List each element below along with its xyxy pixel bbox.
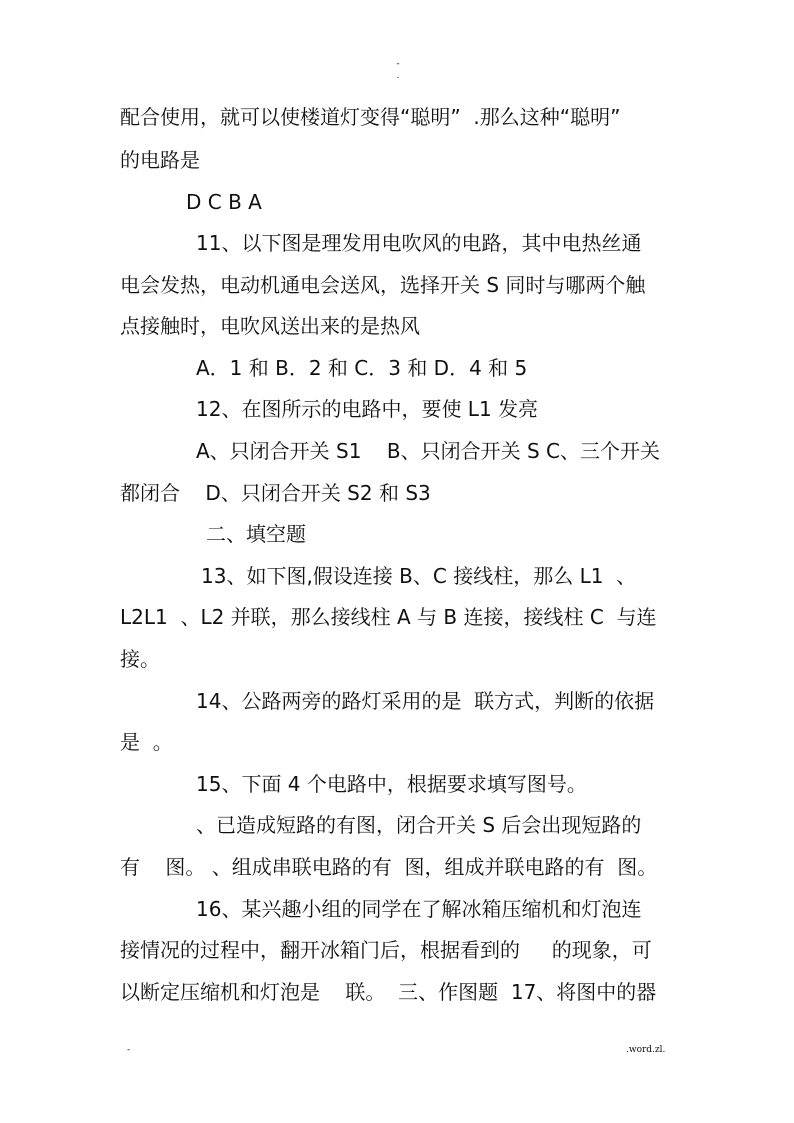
text-line: 以断定压缩机和灯泡是 联。 三、作图题 17、将图中的器 bbox=[120, 980, 657, 1004]
question-16: 16、某兴趣小组的同学在了解冰箱压缩机和灯泡连 bbox=[196, 897, 642, 921]
question-14: 14、公路两旁的路灯采用的是 联方式，判断的依据 bbox=[196, 689, 655, 713]
text-line: 有 图。 、组成串联电路的有 图，组成并联电路的有 图。 bbox=[120, 855, 658, 879]
text-line: 接。 bbox=[120, 647, 160, 671]
footer-left-mark: - bbox=[127, 1045, 131, 1055]
text-line: 电会发热，电动机通电会送风，选择开关 S 同时与哪两个触 bbox=[120, 273, 646, 297]
question-11-options: A．1 和 B．2 和 C．3 和 D．4 和 5 bbox=[196, 356, 528, 380]
text-line: 点接触时，电吹风送出来的是热风 bbox=[120, 314, 420, 338]
text-line: L2L1 、L2 并联，那么接线柱 A 与 B 连接，接线柱 C 与连 bbox=[120, 605, 657, 629]
text-line: 配合使用，就可以使楼道灯变得“聪明” .那么这种“聪明” bbox=[120, 105, 621, 129]
text-line: 、已造成短路的有图，闭合开关 S 后会出现短路的 bbox=[196, 813, 642, 837]
question-15: 15、下面 4 个电路中，根据要求填写图号。 bbox=[196, 772, 587, 796]
section-heading-fill-blank: 二、填空题 bbox=[206, 522, 306, 546]
question-12-options: A、只闭合开关 S1 B、只闭合开关 S C、三个开关 bbox=[196, 439, 660, 463]
text-line: 接情况的过程中，翻开冰箱门后，根据看到的 的现象，可 bbox=[120, 938, 652, 962]
header-dash: - bbox=[396, 59, 400, 69]
question-12: 12、在图所示的电路中，要使 L1 发亮 bbox=[196, 397, 539, 421]
text-line: 是 。 bbox=[120, 730, 173, 754]
text-line: 的电路是 bbox=[120, 148, 200, 172]
answer-options-line: D C B A bbox=[186, 190, 262, 214]
text-line: 都闭合 D、只闭合开关 S2 和 S3 bbox=[120, 481, 431, 505]
footer-watermark: .word.zl. bbox=[626, 1045, 666, 1055]
question-13: 13、如下图,假设连接 B、C 接线柱，那么 L1 、 bbox=[201, 564, 637, 588]
header-dot: . bbox=[396, 71, 400, 81]
page-header-mark bbox=[391, 58, 405, 82]
question-11: 11、以下图是理发用电吹风的电路，其中电热丝通 bbox=[196, 231, 642, 255]
